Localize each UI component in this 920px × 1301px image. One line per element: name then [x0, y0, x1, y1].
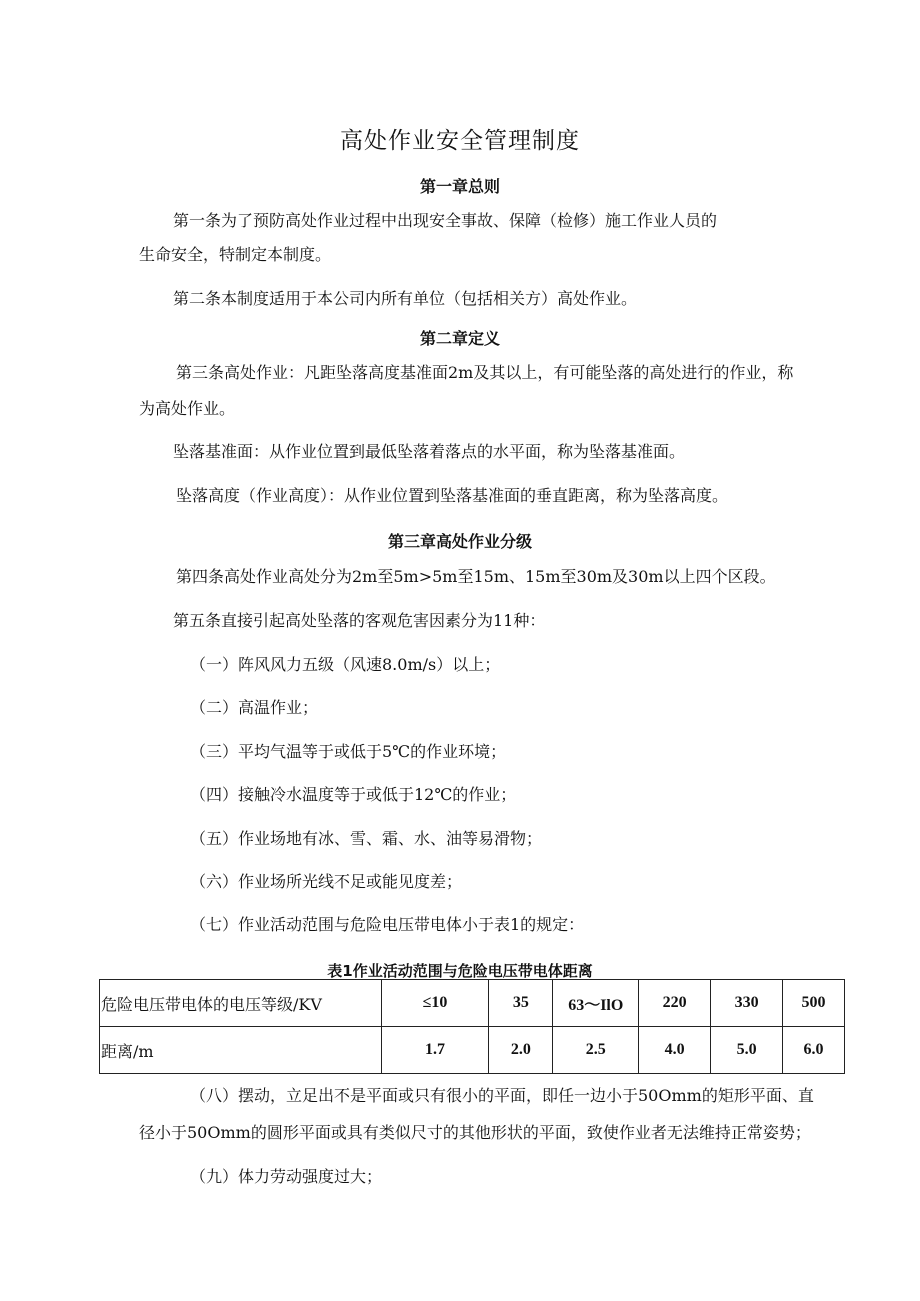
list-item: （二）高温作业；: [190, 698, 319, 717]
table-row: [100, 1027, 845, 1074]
list-item: （四）接触冷水温度等于或低于12℃的作业；: [190, 785, 517, 804]
list-item: （六）作业场所光线不足或能见度差；: [190, 872, 463, 891]
document-title: 高处作业安全管理制度: [340, 128, 580, 154]
table-cell: 500: [783, 980, 845, 1027]
table-cell: ≤10: [381, 980, 489, 1027]
distance-label-cell: 距离/m: [100, 1027, 382, 1074]
definition-fall-base: 坠落基准面：从作业位置到最低坠落着落点的水平面，称为坠落基准面。: [173, 442, 686, 461]
table-cell: 2.0: [489, 1027, 553, 1074]
article1-line1: 第一条为了预防高处作业过程中出现安全事故、保障（检修）施工作业人员的: [173, 211, 718, 230]
table-cell: 63～IlO: [553, 980, 639, 1027]
list-item: （七）作业活动范围与危险电压带电体小于表1的规定：: [190, 915, 585, 934]
list-item: （五）作业场地有冰、雪、霜、水、油等易滑物；: [190, 829, 543, 848]
table-cell: 5.0: [711, 1027, 783, 1074]
article3-line1: 第三条高处作业：凡距坠落高度基准面2m及其以上，有可能坠落的高处进行的作业，称: [176, 363, 794, 382]
item8-line2: 径小于50Omm的圆形平面或具有类似尺寸的其他形状的平面，致使作业者无法维持正常姿势；: [139, 1123, 811, 1142]
chapter1-heading: 第一章总则: [419, 177, 500, 196]
list-item: （三）平均气温等于或低于5℃的作业环境；: [190, 742, 507, 761]
table-cell: 6.0: [783, 1027, 845, 1074]
article4: 第四条高处作业高处分为2m至5m>5m至15m、15m至30m及30m以上四个区段。: [176, 567, 776, 586]
article1-line2: 生命安全，特制定本制度。: [139, 245, 332, 264]
article2: 第二条本制度适用于本公司内所有单位（包括相关方）高处作业。: [173, 289, 638, 308]
voltage-label-cell: 危险电压带电体的电压等级/KV: [100, 980, 382, 1027]
item9: （九）体力劳动强度过大；: [190, 1167, 383, 1186]
table-row: [100, 980, 845, 1027]
table1-caption: 表1作业活动范围与危险电压带电体距离: [327, 962, 593, 980]
table-cell: 35: [489, 980, 553, 1027]
list-item: （一）阵风风力五级（风速8.0m∕s）以上；: [190, 655, 501, 674]
chapter2-heading: 第二章定义: [419, 329, 500, 348]
voltage-distance-table: [99, 979, 845, 1074]
table-cell: 2.5: [553, 1027, 639, 1074]
article3-line2: 为高处作业。: [139, 399, 236, 418]
table-cell: 4.0: [639, 1027, 711, 1074]
item8-line1: （八）摆动，立足出不是平面或只有很小的平面，即任一边小于50Omm的矩形平面、直: [190, 1086, 814, 1105]
table-cell: 220: [639, 980, 711, 1027]
table-cell: 330: [711, 980, 783, 1027]
chapter3-heading: 第三章高处作业分级: [387, 532, 532, 551]
article5: 第五条直接引起高处坠落的客观危害因素分为11种：: [173, 611, 546, 630]
definition-fall-height: 坠落高度（作业高度）：从作业位置到坠落基准面的垂直距离，称为坠落高度。: [176, 486, 729, 505]
table-cell: 1.7: [381, 1027, 489, 1074]
